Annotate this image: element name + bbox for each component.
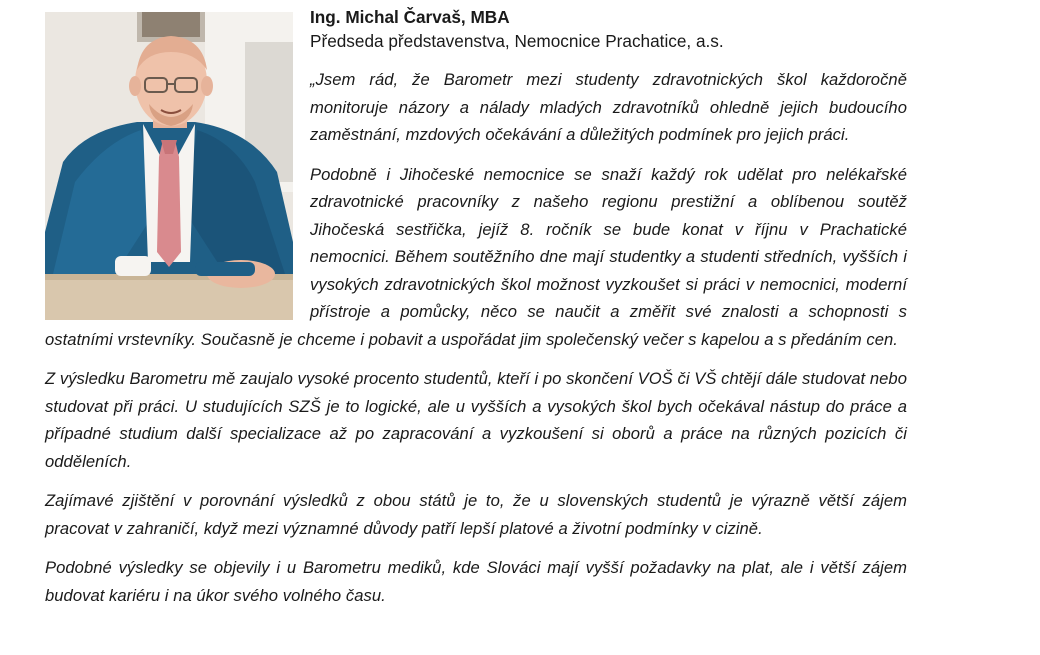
document-page bbox=[45, 6, 907, 621]
quote-paragraph-3: Z výsledku Barometru mě zaujalo vysoké procento studentů, kteří i po skončení VOŠ či VŠ chtějí dále studovat nebo studovat při práci. U studujících SZŠ je to logické, ale u vyšších a vysokých škol bych očekával nástup do práce a případné studium další specializace až po zapracování a vyzkoušení si oborů a práce na různých pozicích či odděleních. bbox=[45, 369, 907, 471]
person-name: Ing. Michal Čarvaš, MBA bbox=[310, 7, 510, 27]
portrait-illustration bbox=[45, 12, 293, 320]
person-title: Předseda představenstva, Nemocnice Prachatice, a.s. bbox=[310, 31, 724, 51]
quote-paragraph-5: Podobné výsledky se objevily i u Barometru mediků, kde Slováci mají vyšší požadavky na plat, ale i větší zájem budovat kariéru i na úkor svého volného času. bbox=[45, 558, 907, 605]
quote-paragraph-1: „Jsem rád, že Barometr mezi studenty zdravotnických škol každoročně monitoruje názory a nálady mladých zdravotníků ohledně jejich budoucího zaměstnání, mzdových očekávání a důležitých podmínek pro jejich práci. bbox=[310, 70, 907, 144]
quote-paragraph-4: Zajímavé zjištění v porovnání výsledků z obou států je to, že u slovenských studentů je výrazně větší zájem pracovat v zahraničí, když mezi významné důvody patří lepší platové a životní podmínky v cizině. bbox=[45, 491, 907, 538]
quote-paragraph-2: Podobně i Jihočeské nemocnice se snaží každý rok udělat pro nelékařské zdravotnické pracovníky z našeho regionu prestižní a oblíbenou soutěž Jihočeská sestřička, jejíž 8. ročník se bude konat v říjnu v Prachatické nemocnici. Během soutěžního dne mají studentky a studenti středních, vyšších i vysokých zdravotnických škol možnost vyzkoušet si práci v nemocnici, moderní přístroje a pomůcky, něco se naučit a změřit své znalosti a schopnosti s ostatními vrstevníky. Současně je chceme i pobavit a uspořádat jim společenský večer s kapelou a s předáním cen. bbox=[45, 164, 907, 349]
portrait-photo bbox=[45, 12, 293, 320]
